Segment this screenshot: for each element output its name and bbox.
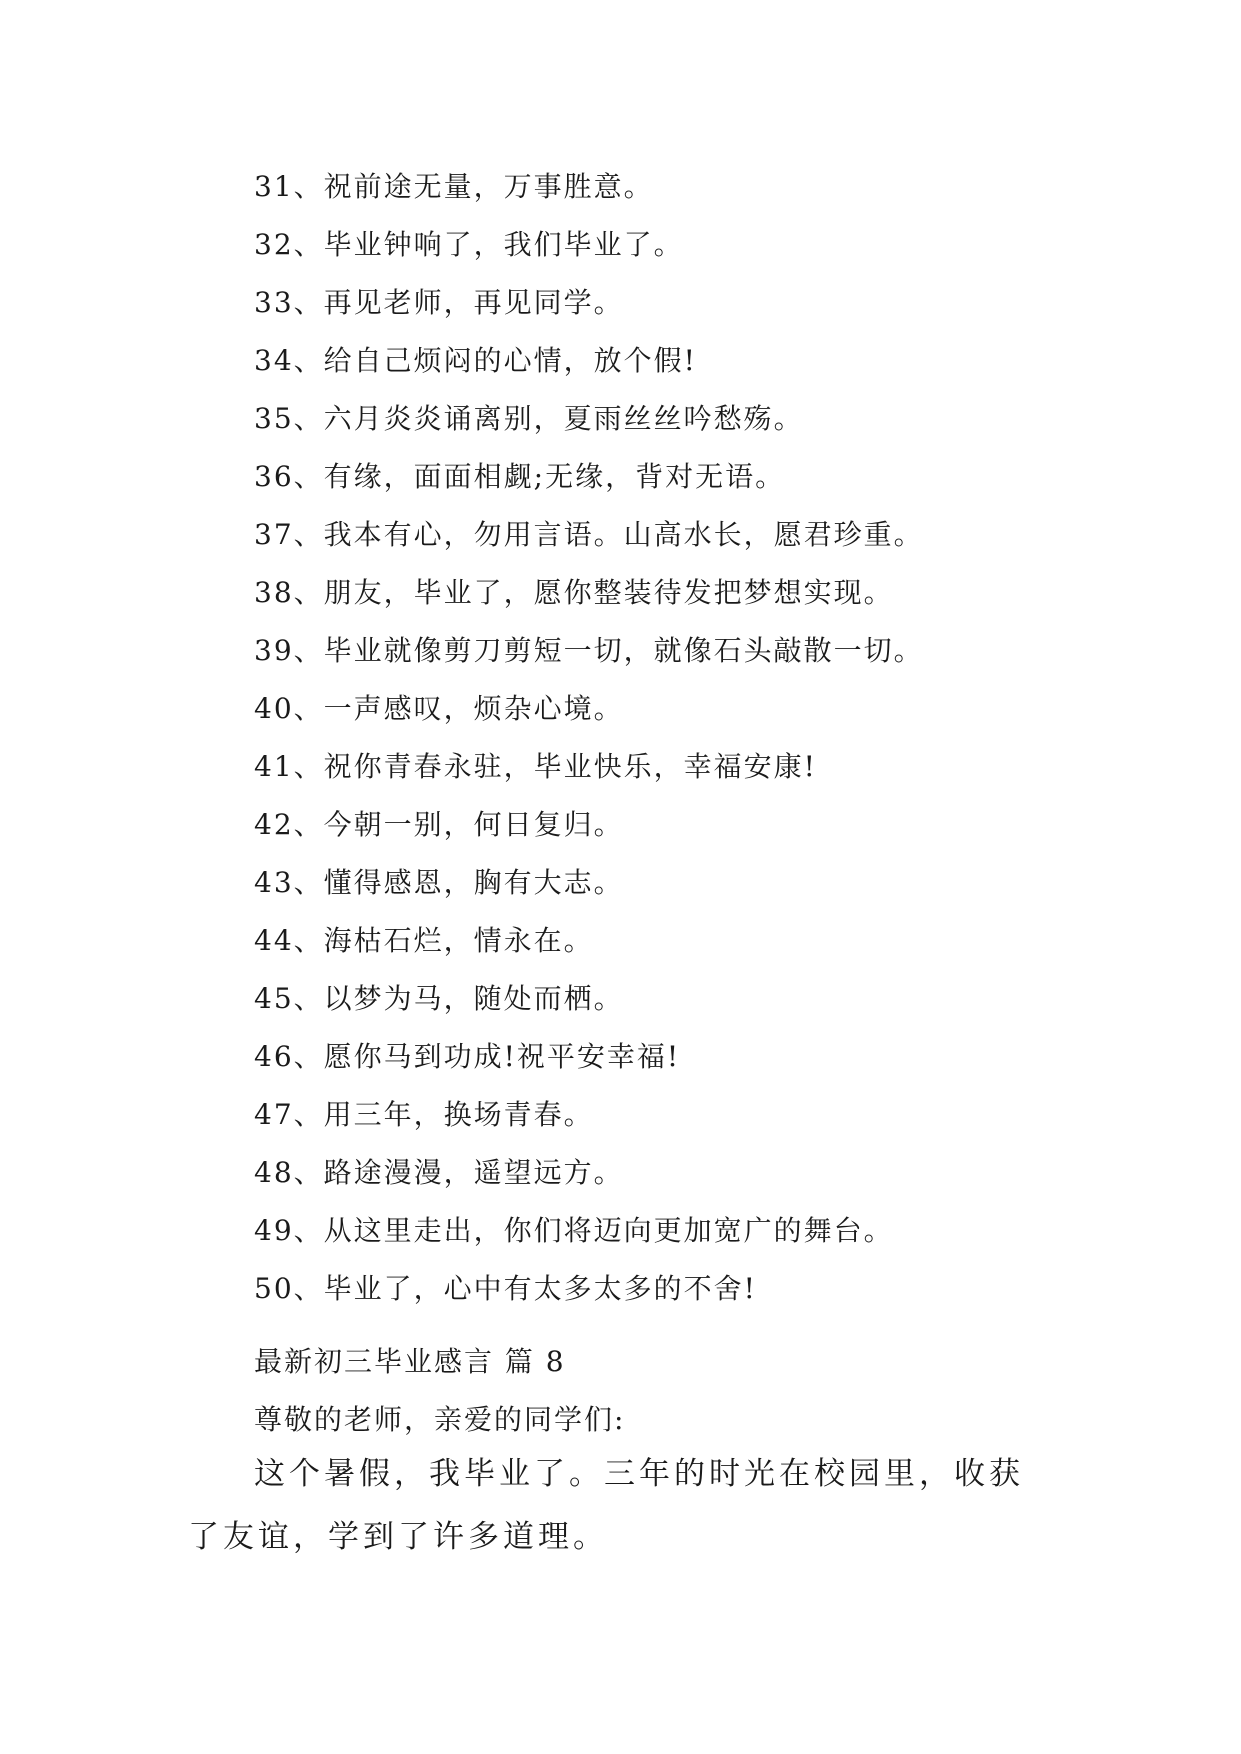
- body-paragraph: 这个暑假，我毕业了。三年的时光在校园里，收获了友谊，学到了许多道理。: [188, 1456, 1024, 1555]
- list-item: 48、路途漫漫，遥望远方。: [254, 1156, 624, 1189]
- list-item: 33、再见老师，再见同学。: [254, 286, 624, 319]
- list-item: 36、有缘，面面相觑;无缘，背对无语。: [254, 460, 786, 493]
- list-item: 42、今朝一别，何日复归。: [254, 808, 624, 841]
- quote-list: [254, 158, 924, 1318]
- list-item: 40、一声感叹，烦杂心境。: [254, 692, 624, 725]
- list-item: 31、祝前途无量，万事胜意。: [254, 170, 654, 203]
- list-item: 49、从这里走出，你们将迈向更加宽广的舞台。: [254, 1214, 894, 1247]
- list-item: 32、毕业钟响了，我们毕业了。: [254, 228, 684, 261]
- list-item: 44、海枯石烂，情永在。: [254, 924, 594, 957]
- list-item: 41、祝你青春永驻，毕业快乐，幸福安康!: [254, 750, 817, 783]
- list-item: 37、我本有心，勿用言语。山高水长，愿君珍重。: [254, 518, 924, 551]
- section-heading: 最新初三毕业感言 篇 8: [254, 1345, 566, 1378]
- list-item: 35、六月炎炎诵离别，夏雨丝丝吟愁殇。: [254, 402, 804, 435]
- list-item: 39、毕业就像剪刀剪短一切，就像石头敲散一切。: [254, 634, 924, 667]
- list-item: 38、朋友，毕业了，愿你整装待发把梦想实现。: [254, 576, 894, 609]
- greeting-line: 尊敬的老师，亲爱的同学们:: [254, 1403, 626, 1436]
- list-item: 45、以梦为马，随处而栖。: [254, 982, 624, 1015]
- list-item: 34、给自己烦闷的心情，放个假!: [254, 344, 697, 377]
- list-item: 47、用三年，换场青春。: [254, 1098, 594, 1131]
- list-item: 43、懂得感恩，胸有大志。: [254, 866, 624, 899]
- list-item: 50、毕业了，心中有太多太多的不舍!: [254, 1272, 757, 1305]
- list-item: 46、愿你马到功成!祝平安幸福!: [254, 1040, 681, 1073]
